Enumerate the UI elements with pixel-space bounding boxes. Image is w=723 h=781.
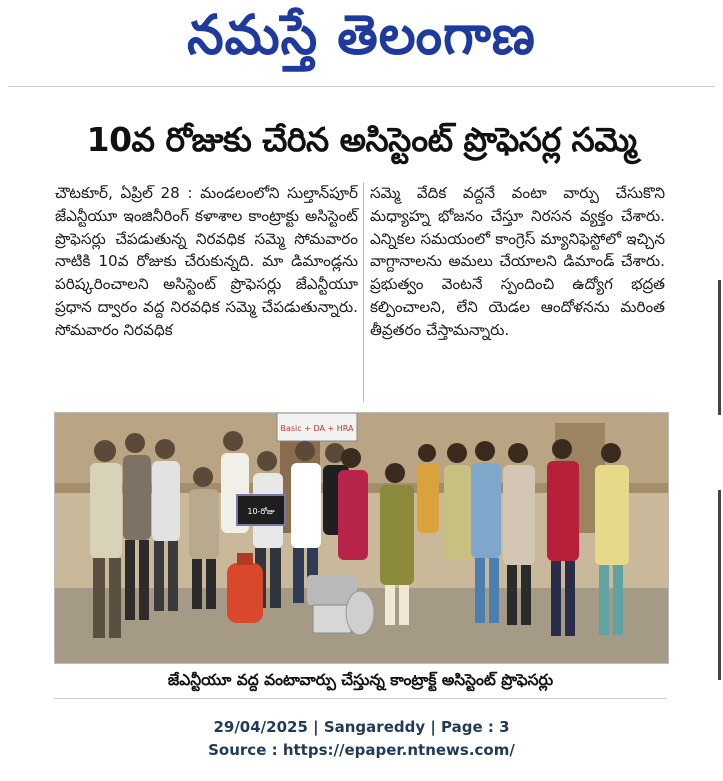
protest-banner-text: Basic + DA + HRA [280,424,354,433]
news-photo [54,412,669,664]
column-divider [363,182,364,402]
masthead-divider [8,86,715,87]
page-edge-rule [718,490,721,680]
footer-dateline: 29/04/2025 | Sangareddy | Page : 3 [213,718,510,736]
footer-source: Source : https://epaper.ntnews.com/ [208,741,515,759]
page-edge-rule [718,280,721,415]
placard-text: 10-రోజు [247,507,275,516]
article-column-right: సమ్మె వేదిక వద్దనే వంటా వార్పు చేసుకొని మధ్యాహ్న భోజనం చేస్తూ నిరసన వ్యక్తం చేశారు. ఎన్నికల సమయంలో కాంగ్రెస్ మ్యానిఫెస్టోలో ఇచ్చిన వాగ్దానాలను అమలు చేయాలని డిమాండ్ చేశారు. ప్రభుత్వం వెంటనే స్పందించి ఉద్యోగ భద్రత కల్పించాలని, లేని యెడల ఆందోళనను మరింత తీవ్రతరం చేస్తామన్నారు. [370,184,665,339]
newspaper-title: నమస్తే తెలంగాణ [187,4,536,68]
masthead [0,0,723,84]
article-headline: 10వ రోజుకు చేరిన అసిస్టెంట్ ప్రొఫెసర్ల సమ్మె [86,120,637,159]
photo-caption: జేఎన్టీయూ వద్ద వంటావార్పు చేస్తున్న కాంట్రాక్ట్ అసిస్టెంట్ ప్రొఫెసర్లు [54,664,667,699]
article-column-left: చౌటకూర్, ఏప్రిల్ 28 : మండలంలోని సుల్తాన్‌పూర్ జేఎన్టీయూ ఇంజినీరింగ్ కళాశాల కాంట్రాక్టు అసిస్టెంట్ ప్రొఫెసర్లు చేపడుతున్న నిరవధిక సమ్మె సోమవారం నాటికి 10వ రోజుకు చేరుకున్నది. మా డిమాండ్లను పరిష్కరించాలని అసిస్టెంట్ ప్రొఫెసర్లు జేఎన్టీయూ ప్రధాన ద్వారం వద్ద నిరవధిక సమ్మె చేపడుతున్నారు. సోమవారం నిరవధిక [55,184,358,339]
